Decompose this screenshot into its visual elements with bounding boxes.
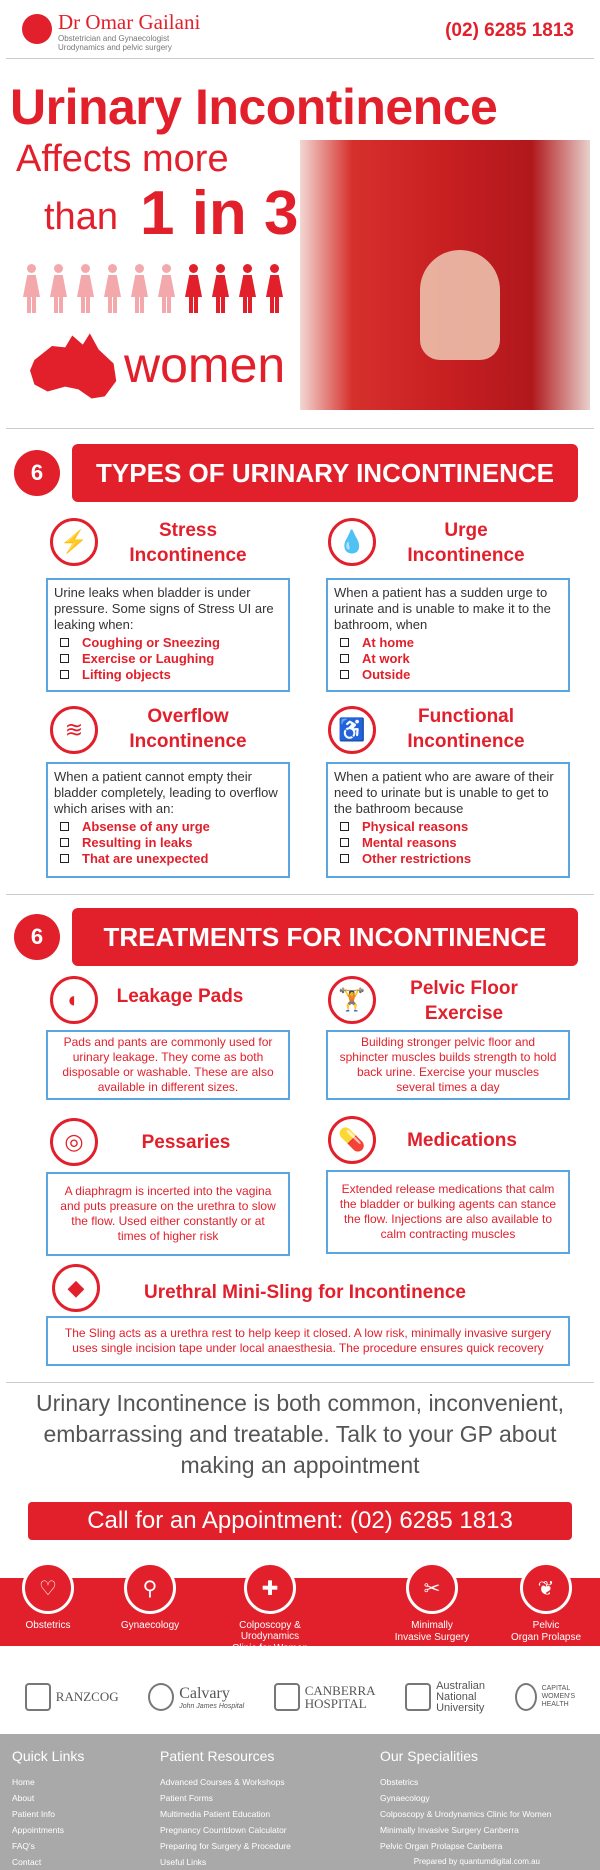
service-label: Colposcopy & Urodynamics xyxy=(239,1620,301,1642)
service-colposcopy[interactable] xyxy=(210,1562,330,1654)
list-item: Other restrictions xyxy=(334,851,562,867)
footer-heading: Quick Links xyxy=(12,1748,85,1764)
footer-link[interactable]: Contact xyxy=(12,1857,42,1867)
list-item: Physical reasons xyxy=(334,819,562,835)
pelvic-title-2: Exercise xyxy=(424,1003,504,1024)
overflow-title-2: Incontinence xyxy=(129,731,247,752)
partner-label: Calvary xyxy=(179,1684,230,1702)
hero-women: women xyxy=(124,337,286,393)
types-heading: TYPES OF URINARY INCONTINENCE xyxy=(72,444,578,502)
wheelchair-icon: ♿ xyxy=(328,706,376,754)
functional-card xyxy=(326,762,570,878)
partner-label: CAPITAL xyxy=(541,1685,571,1692)
pelvic-card: Building stronger pelvic floor and sphincter muscles builds strength to hold back urine. Exercise your muscles several times a day xyxy=(326,1030,570,1100)
footer-link[interactable]: Preparing for Surgery & Procedure xyxy=(160,1841,291,1851)
logo-icon[interactable] xyxy=(22,14,52,44)
pessaries-card: A diaphragm is incerted into the vagina and puts preasure on the urethra to slow the flow. Used either constantly or at times of higher risk xyxy=(46,1172,290,1256)
lightning-icon: ⚡ xyxy=(50,518,98,566)
list-item: At home xyxy=(334,635,562,651)
service-label: Obstetrics xyxy=(25,1620,71,1631)
woman-figure-icon xyxy=(47,264,70,314)
logo-icon: 6 xyxy=(14,914,60,960)
urge-title-2: Incontinence xyxy=(407,545,525,566)
list-item: Exercise or Laughing xyxy=(54,651,282,667)
footer-link[interactable]: Appointments xyxy=(12,1825,64,1835)
partner-label-3: University xyxy=(436,1701,485,1714)
service-label: Minimally xyxy=(411,1620,453,1631)
woman-figure-icon xyxy=(263,264,286,314)
divider xyxy=(6,58,594,59)
functional-text: When a patient who are aware of their need to urinate but is unable to get to the bathroom because xyxy=(334,769,554,816)
hero-image xyxy=(300,140,590,410)
service-label: Gynaecology xyxy=(120,1620,180,1631)
woman-figure-icon xyxy=(128,264,151,314)
stress-title xyxy=(108,518,268,568)
list-item: Absense of any urge xyxy=(54,819,282,835)
overflow-text: When a patient cannot empty their bladder completely, leading to overflow which arises with an: xyxy=(54,769,278,816)
list-item: Resulting in leaks xyxy=(54,835,282,851)
woman-figure-icon xyxy=(20,264,43,314)
heart-icon xyxy=(148,1683,174,1711)
footer-heading: Patient Resources xyxy=(160,1748,275,1764)
partner-label-3: HEALTH xyxy=(541,1701,569,1708)
service-label-2: Invasive Surgery xyxy=(394,1632,470,1643)
footer-link[interactable]: Minimally Invasive Surgery Canberra xyxy=(380,1825,519,1835)
header-phone[interactable]: (02) 6285 1813 xyxy=(445,20,574,41)
list-item: Coughing or Sneezing xyxy=(54,635,282,651)
hero-affects: Affects more xyxy=(16,138,229,180)
overflow-card xyxy=(46,762,290,878)
footer-heading: Our Specialities xyxy=(380,1748,479,1764)
footer-link[interactable]: Pregnancy Countdown Calculator xyxy=(160,1825,287,1835)
divider xyxy=(6,1382,594,1383)
baby-icon: ♡ xyxy=(22,1562,74,1614)
footer-quick-links xyxy=(12,1748,84,1870)
hero-title: Urinary Incontinence xyxy=(10,79,498,135)
sling-card: The Sling acts as a urethra rest to help keep it closed. A low risk, minimally invasive surgery uses single incision tape under local anaesthesia. The procedure ensures quick recovery xyxy=(46,1316,570,1366)
overflow-title xyxy=(108,704,268,754)
pessaries-title: Pessaries xyxy=(141,1132,231,1153)
service-label-2: Clinic for Women xyxy=(232,1643,308,1654)
footer-link[interactable]: Multimedia Patient Education xyxy=(160,1809,271,1819)
service-surgery[interactable] xyxy=(372,1562,492,1643)
droplet-icon: 💧 xyxy=(328,518,376,566)
australia-map-icon xyxy=(30,332,118,402)
footer-link[interactable]: Advanced Courses & Workshops xyxy=(160,1777,285,1787)
functional-title-2: Incontinence xyxy=(407,731,525,752)
woman-figure-icon xyxy=(236,264,259,314)
medications-title: Medications xyxy=(407,1130,517,1151)
stress-title-1: Stress xyxy=(158,520,218,541)
footer-specialities xyxy=(380,1748,551,1854)
footer-link[interactable]: FAQ's xyxy=(12,1841,35,1851)
brand-subtitle-line-2: Urodynamics and pelvic surgery xyxy=(58,43,172,52)
partner-capital-womens-health[interactable] xyxy=(515,1683,576,1711)
partner-ranzcog[interactable] xyxy=(25,1683,119,1711)
sling-title: Urethral Mini-Sling for Incontinence xyxy=(144,1282,466,1303)
brand-name[interactable]: Dr Omar Gailani xyxy=(58,10,201,34)
woman-figure-icon xyxy=(101,264,124,314)
service-label-2: Organ Prolapse xyxy=(510,1632,582,1643)
footer-link[interactable]: Useful Links xyxy=(160,1857,207,1867)
partner-sublabel: John James Hospital xyxy=(179,1702,245,1710)
pessary-icon: ◎ xyxy=(50,1118,98,1166)
list-item: Outside xyxy=(334,667,562,683)
footer-link[interactable]: Obstetrics xyxy=(380,1777,419,1787)
pads-card: Pads and pants are commonly used for urinary leakage. They come as both disposable or washable. These are also available in different sizes. xyxy=(46,1030,290,1100)
partner-calvary[interactable] xyxy=(148,1683,244,1711)
scalpel-icon: ✂ xyxy=(406,1562,458,1614)
partner-label: CANBERRA xyxy=(304,1683,376,1698)
service-label: Pelvic xyxy=(532,1620,560,1631)
pelvic-title-1: Pelvic Floor xyxy=(410,978,518,999)
pads-title: Leakage Pads xyxy=(116,986,244,1007)
functional-title-1: Functional xyxy=(417,706,515,727)
partner-sublabel: HOSPITAL xyxy=(304,1696,367,1711)
list-item: Lifting objects xyxy=(54,667,282,683)
footer-credit[interactable]: Prepared by quantumdigital.com.au xyxy=(413,1857,540,1866)
hero-hands xyxy=(420,250,500,360)
footer-link[interactable]: Pelvic Organ Prolapse Canberra xyxy=(380,1841,503,1851)
sling-icon: ◆ xyxy=(52,1264,100,1312)
pelvic-title xyxy=(384,976,544,1026)
urge-title-1: Urge xyxy=(444,520,488,541)
appointment-button[interactable]: Call for an Appointment: (02) 6285 1813 xyxy=(28,1502,572,1540)
functional-title xyxy=(386,704,546,754)
footer-link[interactable]: Home xyxy=(12,1777,35,1787)
footer-link[interactable]: Gynaecology xyxy=(380,1793,430,1803)
treatments-heading: TREATMENTS FOR INCONTINENCE xyxy=(72,908,578,966)
footer-link[interactable]: Patient Info xyxy=(12,1809,56,1819)
urge-title xyxy=(386,518,546,568)
woman-figure-icon xyxy=(209,264,232,314)
partner-canberra[interactable] xyxy=(274,1683,376,1711)
list-item: Mental reasons xyxy=(334,835,562,851)
leaf-icon xyxy=(515,1683,537,1711)
partner-anu[interactable] xyxy=(405,1681,485,1714)
hero-than: than xyxy=(44,196,118,238)
service-prolapse[interactable] xyxy=(486,1562,600,1643)
overflow-title-1: Overflow xyxy=(147,706,229,727)
woman-figure-icon xyxy=(182,264,205,314)
divider xyxy=(6,428,594,429)
building-icon xyxy=(274,1683,300,1711)
list-item: That are unexpected xyxy=(54,851,282,867)
list-item: At work xyxy=(334,651,562,667)
partner-label: RANZCOG xyxy=(55,1689,119,1704)
microscope-icon: ✚ xyxy=(244,1562,296,1614)
urge-card xyxy=(326,578,570,692)
stress-text: Urine leaks when bladder is under pressure. Some signs of Stress UI are leaking when: xyxy=(54,585,274,632)
pelvis-icon: ❦ xyxy=(520,1562,572,1614)
brand-subtitle xyxy=(58,34,172,52)
brand-subtitle-line-1: Obstetrician and Gynaecologist xyxy=(58,34,170,43)
pill-icon: 💊 xyxy=(328,1116,376,1164)
shield-icon xyxy=(405,1683,431,1711)
crest-icon xyxy=(25,1683,51,1711)
footer-link[interactable]: About xyxy=(12,1793,35,1803)
footer-link[interactable]: Patient Forms xyxy=(160,1793,213,1803)
stress-title-2: Incontinence xyxy=(129,545,247,566)
partner-label-2: WOMEN'S xyxy=(541,1693,576,1700)
woman-figure-icon xyxy=(155,264,178,314)
service-gynaecology[interactable] xyxy=(90,1562,210,1631)
uterus-icon: ⚲ xyxy=(124,1562,176,1614)
partner-label: Australian xyxy=(436,1679,486,1692)
pad-icon: ◐ xyxy=(50,976,98,1024)
stress-card xyxy=(46,578,290,692)
exercise-icon: 🏋 xyxy=(328,976,376,1024)
waves-icon: ≋ xyxy=(50,706,98,754)
footer-patient-resources xyxy=(160,1748,291,1870)
hero-ratio: 1 in 3 xyxy=(140,179,299,248)
footer-link[interactable]: Colposcopy & Urodynamics Clinic for Women xyxy=(380,1809,552,1819)
partner-logos xyxy=(0,1660,600,1734)
partner-label-2: National xyxy=(436,1690,477,1703)
summary-text: Urinary Incontinence is both common, inconvenient, embarrassing and treatable. Talk to your GP about making an appointment xyxy=(35,1390,564,1478)
logo-icon: 6 xyxy=(14,450,60,496)
divider xyxy=(6,894,594,895)
footer xyxy=(0,1734,600,1870)
medications-card: Extended release medications that calm the bladder or bulking agents can stance the flow. Injections are also available to calm contracting muscles xyxy=(326,1170,570,1254)
urge-text: When a patient has a sudden urge to urinate and is unable to make it to the bathroom, when xyxy=(334,585,551,632)
women-figures xyxy=(20,264,286,314)
woman-figure-icon xyxy=(74,264,97,314)
